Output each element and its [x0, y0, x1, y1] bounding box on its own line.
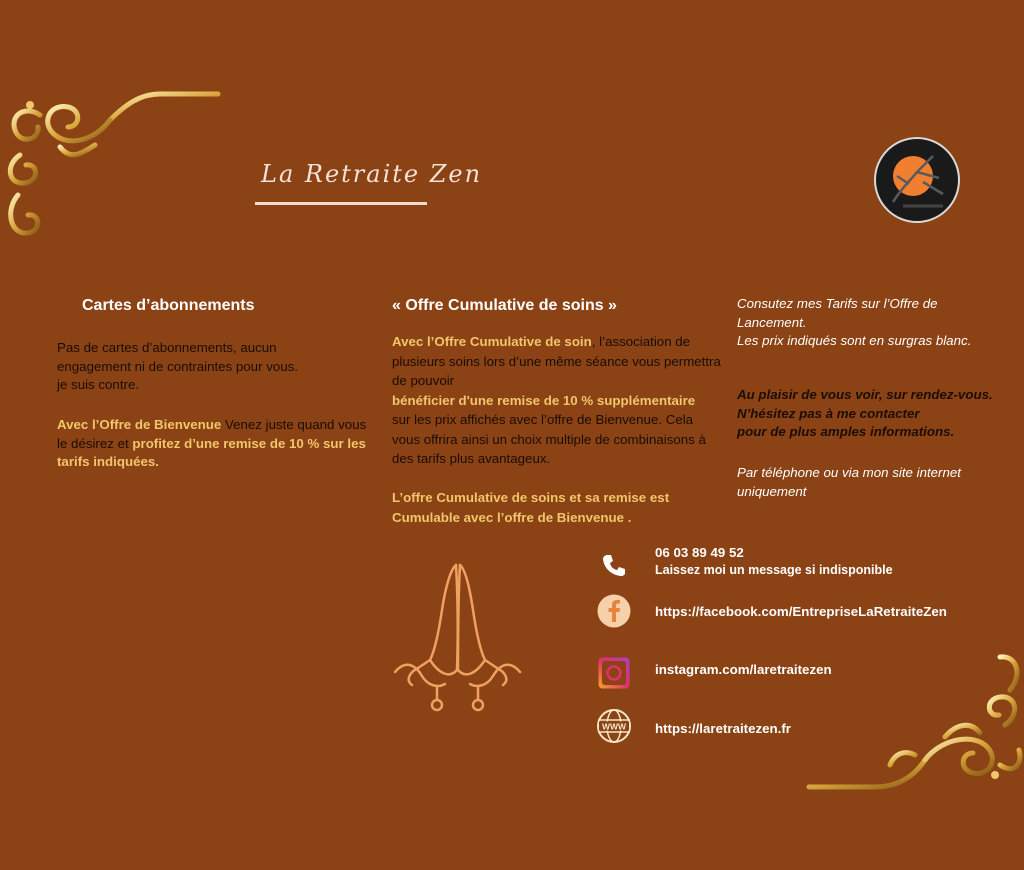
rates-info-line: Consutez mes Tarifs sur l’Offre de Lancement.: [737, 296, 938, 330]
subscription-cards-title: Cartes d’abonnements: [82, 297, 255, 314]
cumulative-offer-label: Avec l’Offre Cumulative de soin: [392, 334, 592, 349]
svg-text:WWW: WWW: [601, 721, 627, 732]
text-line: engagement ni de contraintes pour vous.: [57, 358, 298, 374]
facebook-icon[interactable]: [597, 594, 631, 628]
phone-icon: [597, 548, 631, 582]
subscription-description: [57, 339, 347, 395]
rates-info: [737, 295, 1007, 351]
rates-info-line: Les prix indiqués sont en surgras blanc.: [737, 333, 972, 348]
welcome-offer-body: Venez juste quand vous le désirez et: [57, 417, 367, 451]
sunset-tree-emblem: [873, 136, 961, 224]
welcome-offer-text: [57, 416, 367, 472]
text-line: je suis contre.: [57, 377, 140, 392]
website-link[interactable]: https://laretraitezen.fr: [655, 721, 791, 736]
cumulative-offer-description: [392, 332, 722, 469]
cumulative-offer-body: , l’association de plusieurs soins lors d’une même séance vous permettra de pouvoir: [392, 334, 721, 388]
welcome-offer-discount: profitez d’une remise de 10 % sur les tarifs indiquées.: [57, 435, 366, 469]
www-icon[interactable]: [597, 709, 631, 743]
appointment-line: N’hésitez pas à me contacter: [737, 405, 920, 421]
instagram-link[interactable]: instagram.com/laretraitezen: [655, 662, 832, 677]
cumulative-offer-discount: bénéficier d'une remise de 10 % supplémentaire: [392, 392, 696, 408]
phone-number[interactable]: 06 03 89 49 52: [655, 545, 744, 560]
facebook-link[interactable]: https://facebook.com/EntrepriseLaRetraiteZen: [655, 604, 947, 619]
appointment-line: pour de plus amples informations.: [737, 424, 955, 439]
contact-methods-info: Par téléphone ou via mon site internet uniquement: [737, 465, 961, 499]
praying-hands-icon: [390, 560, 525, 715]
cumulative-offer-body2: sur les prix affichés avec l’offre de Bienvenue. Cela vous offrira ainsi un choix multiple de combinaisons à des tarifs plus avantageux.: [392, 412, 706, 466]
cumulative-offer-note: L’offre Cumulative de soins et sa remise est Cumulable avec l’offre de Bienvenue .: [392, 490, 670, 525]
logo-underline: [255, 202, 427, 205]
brand-logo: [255, 150, 483, 210]
welcome-offer-label: Avec l’Offre de Bienvenue: [57, 417, 222, 432]
cumulative-offer-title: « Offre Cumulative de soins »: [392, 297, 617, 314]
ornament-bottom-right: [805, 615, 1024, 795]
brand-logo-text: La Retraite Zen: [261, 160, 483, 188]
appointment-line: Au plaisir de vous voir, sur rendez-vous.: [737, 387, 993, 402]
instagram-icon[interactable]: [597, 656, 631, 690]
phone-note: Laissez moi un message si indisponible: [655, 563, 893, 577]
appointment-info: [737, 386, 1012, 442]
ornament-top-left: [0, 85, 225, 300]
text-line: Pas de cartes d’abonnements, aucun: [57, 340, 277, 355]
